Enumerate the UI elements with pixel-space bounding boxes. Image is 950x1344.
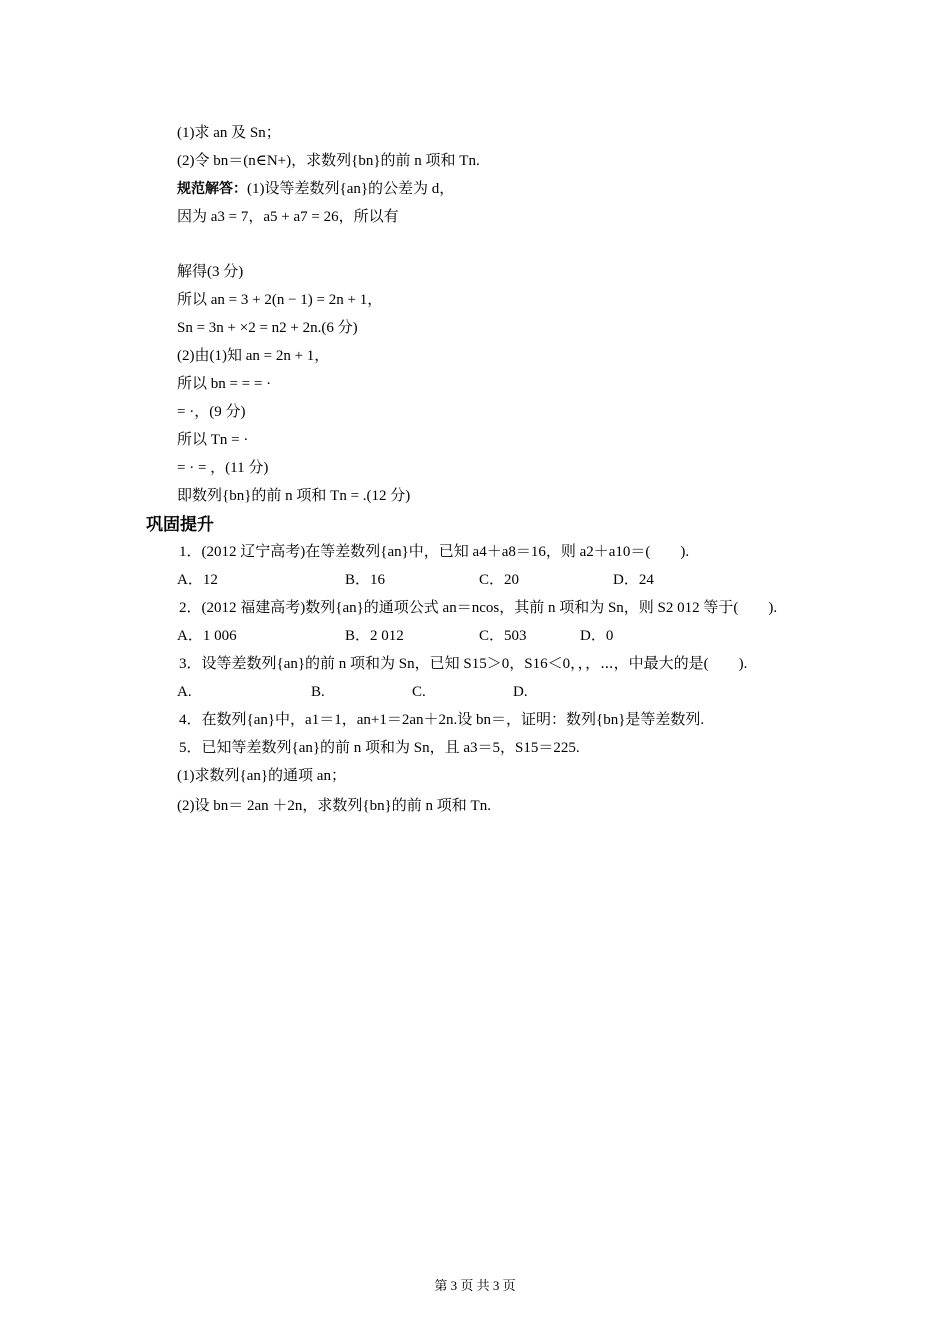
problem-line: 1．(2012 辽宁高考)在等差数列{an}中，已知 a4＋a8＝16，则 a2＋a10＝( ). — [179, 544, 690, 560]
text-line — [177, 179, 454, 199]
option: A. — [177, 684, 192, 700]
text-line: 所以 Tn = · — [177, 432, 249, 448]
text-line: 所以 bn = = = · — [177, 376, 272, 392]
text-line: 因为 a3 = 7，a5 + a7 = 26，所以有 — [177, 209, 399, 225]
problem-line: (1)求数列{an}的通项 an； — [177, 768, 346, 784]
problem-line: 5．已知等差数列{an}的前 n 项和为 Sn，且 a3＝5，S15＝225. — [179, 740, 580, 756]
option: A．12 — [177, 572, 218, 588]
option: C. — [412, 684, 426, 700]
section-heading: 巩固提升 — [146, 515, 214, 535]
text-line: Sn = 3n + ×2 = n2 + 2n.(6 分) — [177, 320, 358, 336]
text-line: 所以 an = 3 + 2(n − 1) = 2n + 1， — [177, 292, 383, 308]
page-footer: 第 3 页 共 3 页 — [434, 1278, 516, 1293]
problem-line: 3．设等差数列{an}的前 n 项和为 Sn，已知 S15＞0，S16＜0，，，⋯，中最大的是( ). — [179, 656, 748, 672]
option: D. — [513, 684, 528, 700]
problem-line: 4．在数列{an}中，a1＝1，an+1＝2an＋2n.设 bn＝，证明：数列{bn}是等差数列. — [179, 712, 705, 728]
option: B．2 012 — [345, 628, 404, 644]
option: B．16 — [345, 572, 386, 588]
text-line: 即数列{bn}的前 n 项和 Tn = .(12 分) — [177, 488, 411, 504]
text-line: 解得(3 分) — [177, 264, 244, 280]
text-line: = ·，(9 分) — [177, 404, 246, 420]
option: D．0 — [580, 628, 614, 644]
option: B. — [311, 684, 325, 700]
text-line: = · = ，(11 分) — [177, 460, 269, 476]
option: C．20 — [479, 572, 520, 588]
problem-line: (2)设 bn＝ 2an ＋2n，求数列{bn}的前 n 项和 Tn. — [177, 798, 491, 814]
solution-label: 规范解答： — [177, 181, 247, 197]
problem-line: 2．(2012 福建高考)数列{an}的通项公式 an＝ncos，其前 n 项和为 Sn，则 S2 012 等于( ). — [179, 600, 778, 616]
option: D．24 — [613, 572, 654, 588]
text-line: (1)求 an 及 Sn； — [177, 125, 281, 141]
text-line: (2)由(1)知 an = 2n + 1， — [177, 348, 330, 364]
text-line: (2)令 bn＝(n∈N+)，求数列{bn}的前 n 项和 Tn. — [177, 153, 480, 169]
solution-text: (1)设等差数列{an}的公差为 d， — [247, 181, 455, 197]
option: A．1 006 — [177, 628, 237, 644]
option: C．503 — [479, 628, 527, 644]
